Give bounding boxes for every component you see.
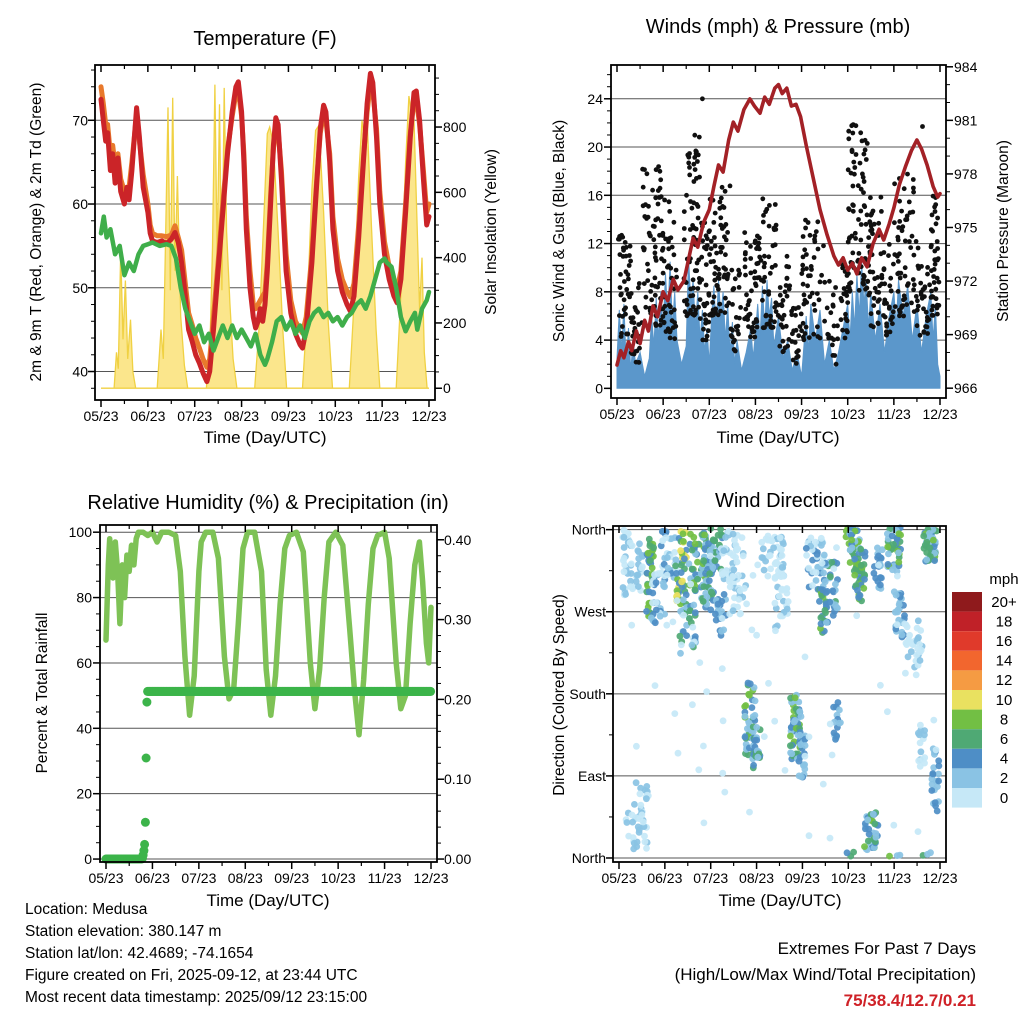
- svg-text:984: 984: [954, 58, 978, 75]
- svg-text:06/23: 06/23: [130, 408, 166, 424]
- svg-text:0: 0: [999, 789, 1009, 807]
- svg-text:08/23: 08/23: [739, 870, 775, 886]
- svg-text:11/23: 11/23: [876, 406, 911, 422]
- svg-text:400: 400: [443, 249, 467, 266]
- svg-text:12: 12: [995, 672, 1013, 690]
- svg-text:14: 14: [995, 652, 1013, 670]
- xaxis-label-wind-direction: Time (Day/UTC): [718, 891, 842, 910]
- svg-text:North: North: [571, 849, 606, 866]
- svg-text:11/23: 11/23: [877, 870, 912, 886]
- yaxis-label-humidity-left: Percent & Total Rainfall: [34, 612, 51, 774]
- speed-legend: [952, 571, 1019, 808]
- panel-title-wind-direction: Wind Direction: [714, 490, 846, 512]
- svg-text:100: 100: [68, 524, 92, 541]
- svg-text:12/23: 12/23: [922, 870, 958, 886]
- station-latlon: Station lat/lon: 42.4689; -74.1654: [25, 945, 254, 962]
- svg-text:20: 20: [587, 139, 603, 156]
- xaxis-label-temperature: Time (Day/UTC): [203, 428, 327, 447]
- svg-text:11/23: 11/23: [365, 408, 400, 424]
- extremes-title: Extremes For Past 7 Days: [777, 939, 976, 958]
- svg-text:200: 200: [443, 314, 467, 331]
- svg-text:06/23: 06/23: [645, 406, 681, 422]
- svg-text:975: 975: [954, 219, 978, 236]
- svg-text:07/23: 07/23: [181, 870, 217, 886]
- svg-text:4: 4: [999, 750, 1009, 768]
- panel-title-humidity-precip: Relative Humidity (%) & Precipitation (in): [87, 492, 449, 514]
- svg-text:09/23: 09/23: [270, 408, 306, 424]
- svg-text:10/23: 10/23: [320, 870, 356, 886]
- svg-text:0: 0: [443, 380, 451, 397]
- svg-text:10/23: 10/23: [830, 406, 866, 422]
- svg-text:6: 6: [999, 731, 1009, 748]
- panel-title-winds-pressure: Winds (mph) & Pressure (mb): [645, 16, 911, 38]
- svg-text:07/23: 07/23: [691, 406, 727, 422]
- svg-text:12/23: 12/23: [922, 406, 958, 422]
- svg-text:16: 16: [995, 633, 1013, 650]
- svg-text:05/23: 05/23: [599, 406, 635, 422]
- svg-text:11/23: 11/23: [367, 870, 402, 886]
- svg-text:0.30: 0.30: [444, 611, 472, 628]
- svg-text:0.10: 0.10: [444, 771, 472, 788]
- svg-text:981: 981: [954, 112, 978, 129]
- xaxis-label-winds: Time (Day/UTC): [716, 428, 840, 447]
- svg-text:12/23: 12/23: [413, 870, 449, 886]
- svg-text:966: 966: [954, 380, 978, 397]
- svg-text:972: 972: [954, 273, 978, 290]
- svg-text:0.40: 0.40: [444, 531, 472, 548]
- svg-text:0: 0: [595, 380, 603, 397]
- svg-text:50: 50: [72, 279, 88, 296]
- svg-text:20: 20: [76, 785, 92, 802]
- yaxis-label-solar-right: Solar Insolation (Yellow): [483, 149, 500, 315]
- svg-text:24: 24: [587, 90, 603, 107]
- svg-text:08/23: 08/23: [224, 408, 260, 424]
- svg-text:60: 60: [76, 654, 92, 671]
- svg-text:09/23: 09/23: [784, 870, 820, 886]
- data-timestamp: Most recent data timestamp: 2025/09/12 23:15:00: [25, 989, 368, 1006]
- svg-text:969: 969: [954, 326, 978, 343]
- station-info-block: [25, 899, 367, 1009]
- svg-text:0: 0: [84, 851, 92, 868]
- svg-text:05/23: 05/23: [601, 870, 637, 886]
- svg-text:North: North: [571, 521, 606, 538]
- svg-text:4: 4: [595, 332, 603, 349]
- svg-text:18: 18: [995, 613, 1013, 631]
- xaxis-label-humidity: Time (Day/UTC): [206, 891, 330, 910]
- svg-text:60: 60: [72, 196, 88, 213]
- svg-text:West: West: [574, 603, 606, 620]
- station-elevation: Station elevation: 380.147 m: [25, 923, 222, 940]
- svg-text:10/23: 10/23: [317, 408, 353, 424]
- svg-text:70: 70: [72, 112, 88, 129]
- svg-text:09/23: 09/23: [784, 406, 820, 422]
- panel-3: [569, 522, 957, 886]
- figure-created: Figure created on Fri, 2025-09-12, at 23:44 UTC: [25, 967, 358, 984]
- svg-text:08/23: 08/23: [737, 406, 773, 422]
- svg-text:8: 8: [999, 711, 1009, 729]
- extremes-subtitle: (High/Low/Max Wind/Total Precipitation): [674, 965, 976, 984]
- svg-text:09/23: 09/23: [274, 870, 310, 886]
- svg-text:06/23: 06/23: [134, 870, 170, 886]
- svg-text:08/23: 08/23: [227, 870, 263, 886]
- legend-title: mph: [989, 571, 1019, 588]
- svg-text:80: 80: [76, 589, 92, 606]
- panel-0: [72, 65, 466, 424]
- svg-text:800: 800: [443, 119, 467, 136]
- svg-text:06/23: 06/23: [647, 870, 683, 886]
- yaxis-label-direction-left: Direction (Colored By Speed): [551, 594, 568, 796]
- svg-text:600: 600: [443, 184, 467, 201]
- extremes-block: [675, 936, 976, 1014]
- svg-text:40: 40: [76, 720, 92, 737]
- svg-text:10: 10: [995, 691, 1013, 709]
- svg-text:05/23: 05/23: [83, 408, 119, 424]
- svg-text:0.00: 0.00: [444, 851, 472, 868]
- wind-direction-dots: [619, 525, 942, 860]
- panel-1: [587, 59, 977, 422]
- yaxis-label-wind-left: Sonic Wind & Gust (Blue, Black): [551, 119, 568, 343]
- panel-title-temperature: Temperature (F): [193, 28, 337, 50]
- svg-text:40: 40: [72, 363, 88, 380]
- yaxis-label-temperature-left: 2m & 9m T (Red, Orange) & 2m Td (Green): [28, 82, 45, 382]
- svg-text:South: South: [569, 685, 606, 702]
- svg-text:East: East: [577, 767, 606, 784]
- svg-text:20+: 20+: [991, 593, 1017, 611]
- extremes-values: 75/38.4/12.7/0.21: [843, 991, 976, 1010]
- panel-2: [69, 524, 472, 886]
- svg-text:978: 978: [954, 165, 978, 182]
- station-location: Location: Medusa: [25, 901, 148, 918]
- svg-text:12: 12: [587, 235, 603, 252]
- svg-text:16: 16: [587, 187, 603, 204]
- svg-text:05/23: 05/23: [88, 870, 124, 886]
- svg-text:12/23: 12/23: [411, 408, 447, 424]
- svg-text:8: 8: [595, 283, 603, 300]
- svg-text:07/23: 07/23: [693, 870, 729, 886]
- svg-text:10/23: 10/23: [830, 870, 866, 886]
- relative-humidity: [106, 532, 431, 735]
- svg-text:2: 2: [999, 770, 1009, 788]
- yaxis-label-pressure-right: Station Pressure (Maroon): [995, 140, 1012, 322]
- svg-text:0.20: 0.20: [444, 691, 472, 708]
- svg-text:07/23: 07/23: [177, 408, 213, 424]
